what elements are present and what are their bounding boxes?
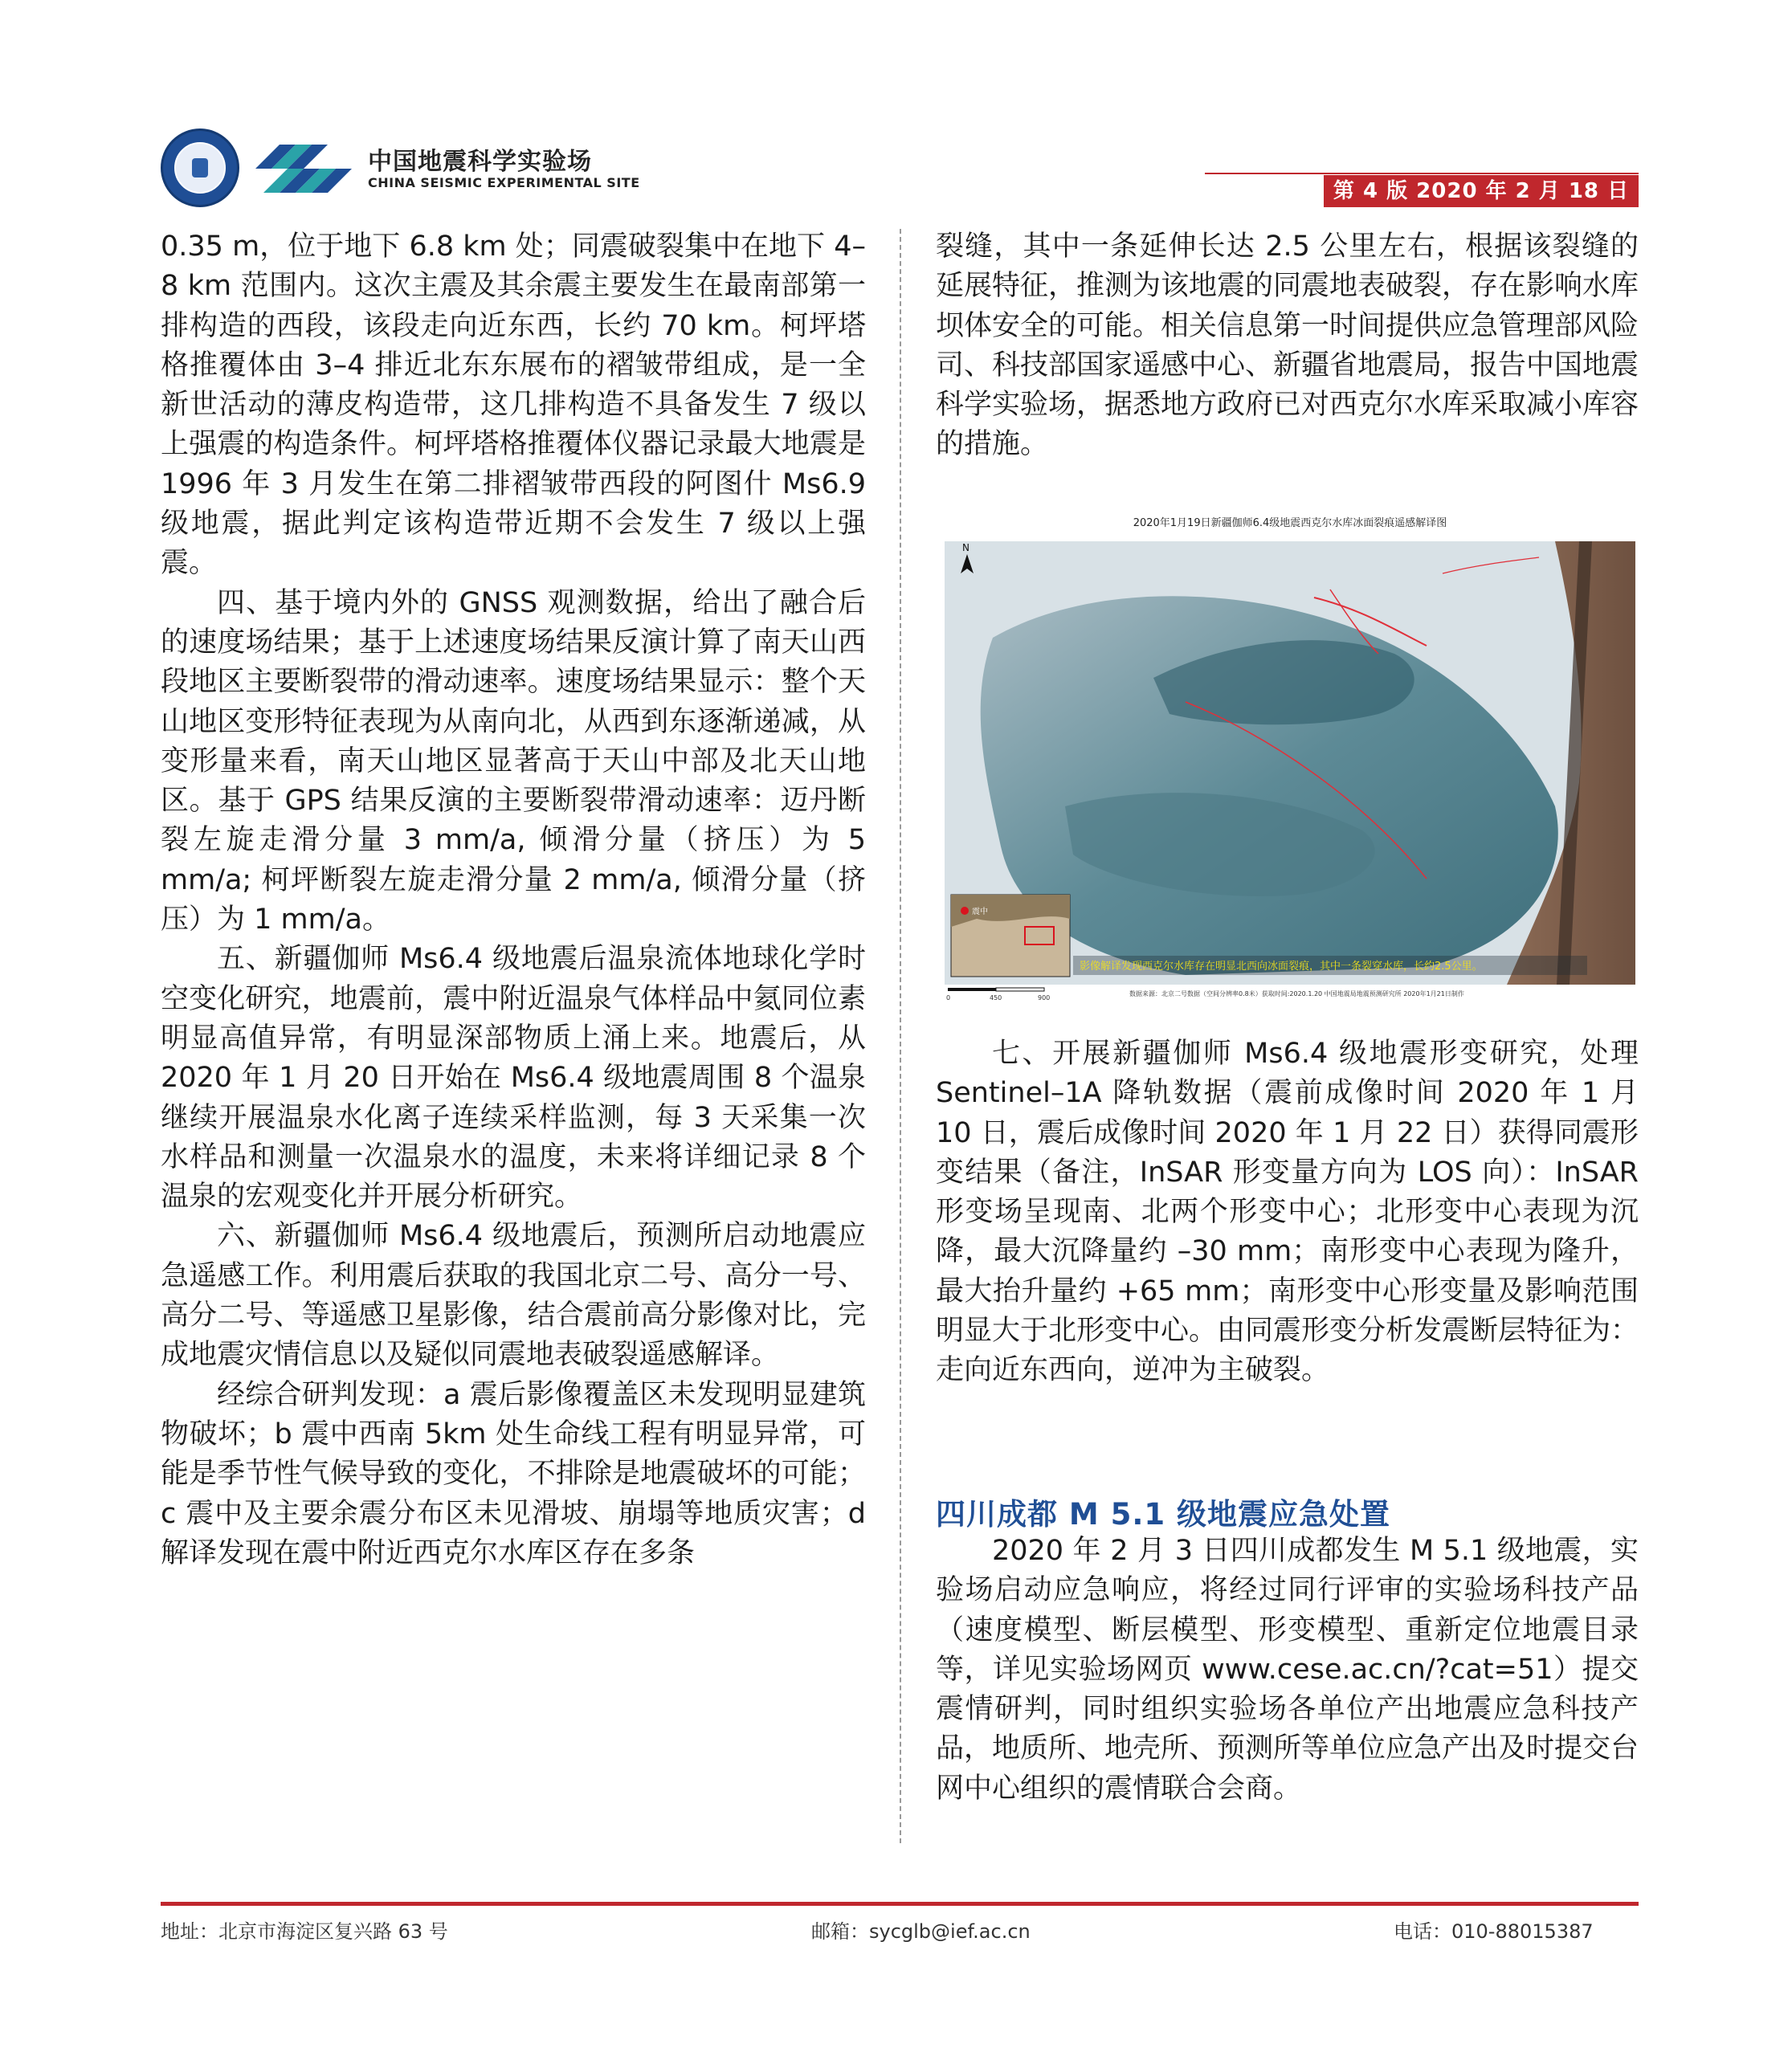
remote-sensing-figure [945,514,1635,1004]
right-column-middle [936,1034,1639,1391]
paragraph: 2020 年 2 月 3 日四川成都发生 M 5.1 级地震，实验场启动应急响应，将经过同行评审的实验场科技产品（速度模型、断层模型、形变模型、重新定位地震目录等，详见实验场网页 www.cese.ac.cn/?cat=51）提交震情研判，同时组织实验场各单位产出地震应急科技产品，地质所、地壳所、预测所等单位应急产出及时提交台网中心组织的震情联合会商。 [936,1535,1639,1805]
paragraph: 五、新疆伽师 Ms6.4 级地震后温泉流体地球化学时空变化研究，地震前，震中附近温泉气体样品中氦同位素明显高值异常，有明显深部物质上涌上来。地震后，从 2020 年 1 月 20 日开始在 Ms6.4 级地震周围 8 个温泉继续开展温泉水化离子连续采样监测，每 3 天采集一次水样品和测量一次温泉水的温度，未来将详细记录 8 个温泉的宏观变化并开展分析研究。 [161,943,866,1214]
paragraph: 经综合研判发现：a 震后影像覆盖区未发现明显建筑物破坏；b 震中西南 5km 处生命线工程有明显异常，可能是季节性气候导致的变化，不排除是地震破坏的可能；c 震中及主要余震分布区未见滑坡、崩塌等地质灾害；d 解译发现在震中附近西克尔水库区存在多条 [161,1378,866,1569]
paragraph: 四、基于境内外的 GNSS 观测数据，给出了融合后的速度场结果；基于上述速度场结果反演计算了南天山西段地区主要断裂带的滑动速率。速度场结果显示：整个天山地区变形特征表现为从南向北，从西到东逐渐递减，从变形量来看，南天山地区显著高于天山中部及北天山地区。基于 GPS 结果反演的主要断裂带滑动速率：迈丹断裂左旋走滑分量 3 mm/a, 倾滑分量（挤压）为 5 mm/a; 柯坪断裂左旋走滑分量 2 mm/a, 倾滑分量（挤压）为 1 mm/a。 [161,586,866,936]
right-column-bottom [936,1532,1639,1809]
administration-emblem-icon [161,128,239,207]
scale-label-450: 450 [990,994,1002,1001]
section-heading: 四川成都 M 5.1 级地震应急处置 [936,1497,1391,1532]
issue-date-tag: 第 4 版 2020 年 2 月 18 日 [1324,175,1639,207]
experimental-site-logo-icon [255,140,360,198]
location-inset-map [951,895,1070,977]
footer-address: 地址：北京市海淀区复兴路 63 号 [161,1920,448,1943]
footer-rule [161,1902,1639,1906]
column-divider [900,229,901,1843]
paragraph: 七、开展新疆伽师 Ms6.4 级地震形变研究，处理 Sentinel–1A 降轨数据（震前成像时间 2020 年 1 月 10 日，震后成像时间 2020 年 1 月 22 日）获得同震形变结果（备注，InSAR 形变量方向为 LOS 向）：InSAR 形变场呈现南、北两个形变中心；北形变中心表现为沉降，最大沉降量约 –30 mm；南形变中心表现为隆升，最大抬升量约 +65 mm；南形变中心形变量及影响范围明显大于北形变中心。由同震形变分析发震断层特征为：走向近东西向，逆冲为主破裂。 [936,1038,1639,1387]
footer-email: 邮箱：sycglb@ief.ac.cn [811,1920,1031,1943]
left-column [161,227,866,1573]
inset-epicenter-label: 震中 [972,908,988,916]
figure-credit: 数据来源：北京二号数据（空间分辨率0.8米）获取时间:2020.1.20 中国地震局地震预测研究所 2020年1月21日制作 [1129,990,1464,997]
footer-phone: 电话：010-88015387 [1394,1920,1594,1943]
site-name-en: CHINA SEISMIC EXPERIMENTAL SITE [368,175,640,190]
figure-footer [945,986,1635,1002]
scale-bar-icon [945,986,1073,1002]
figure-title: 2020年1月19日新疆伽师6.4级地震西克尔水库冰面裂痕遥感解译图 [1133,517,1447,529]
satellite-image [945,541,1635,985]
issue-rule [1205,173,1639,174]
right-column-top [936,227,1639,465]
paragraph: 0.35 m，位于地下 6.8 km 处；同震破裂集中在地下 4–8 km 范围内。这次主震及其余震主要发生在最南部第一排构造的西段，该段走向近东西，长约 70 km。柯坪塔格推覆体由 3–4 排近北东东展布的褶皱带组成，是一全新世活动的薄皮构造带，这几排构造不具备发生 7 级以上强震的构造条件。柯坪塔格推覆体仪器记录最大地震是 1996 年 3 月发生在第二排褶皱带西段的阿图什 Ms6.9 级地震，据此判定该构造带近期不会发生 7 级以上强震。 [161,230,866,580]
paragraph: 裂缝，其中一条延伸长达 2.5 公里左右，根据该裂缝的延展特征，推测为该地震的同震地表破裂，存在影响水库坝体安全的可能。相关信息第一时间提供应急管理部风险司、科技部国家遥感中心、新疆省地震局，报告中国地震科学实验场，据悉地方政府已对西克尔水库采取减小库容的措施。 [936,230,1639,461]
north-label: N [962,542,969,553]
scale-label-0: 0 [946,994,951,1001]
paragraph: 六、新疆伽师 Ms6.4 级地震后，预测所启动地震应急遥感工作。利用震后获取的我国北京二号、高分一号、高分二号、等遥感卫星影像，结合震前高分影像对比，完成地震灾情信息以及疑似同震地表破裂遥感解译。 [161,1220,866,1372]
site-name-cn: 中国地震科学实验场 [368,148,592,176]
figure-caption: 影像解译发现西克尔水库存在明显北西向冰面裂痕，其中一条裂穿水库，长约2.5公里。 [1080,961,1483,973]
scale-label-900: 900 [1038,994,1051,1001]
